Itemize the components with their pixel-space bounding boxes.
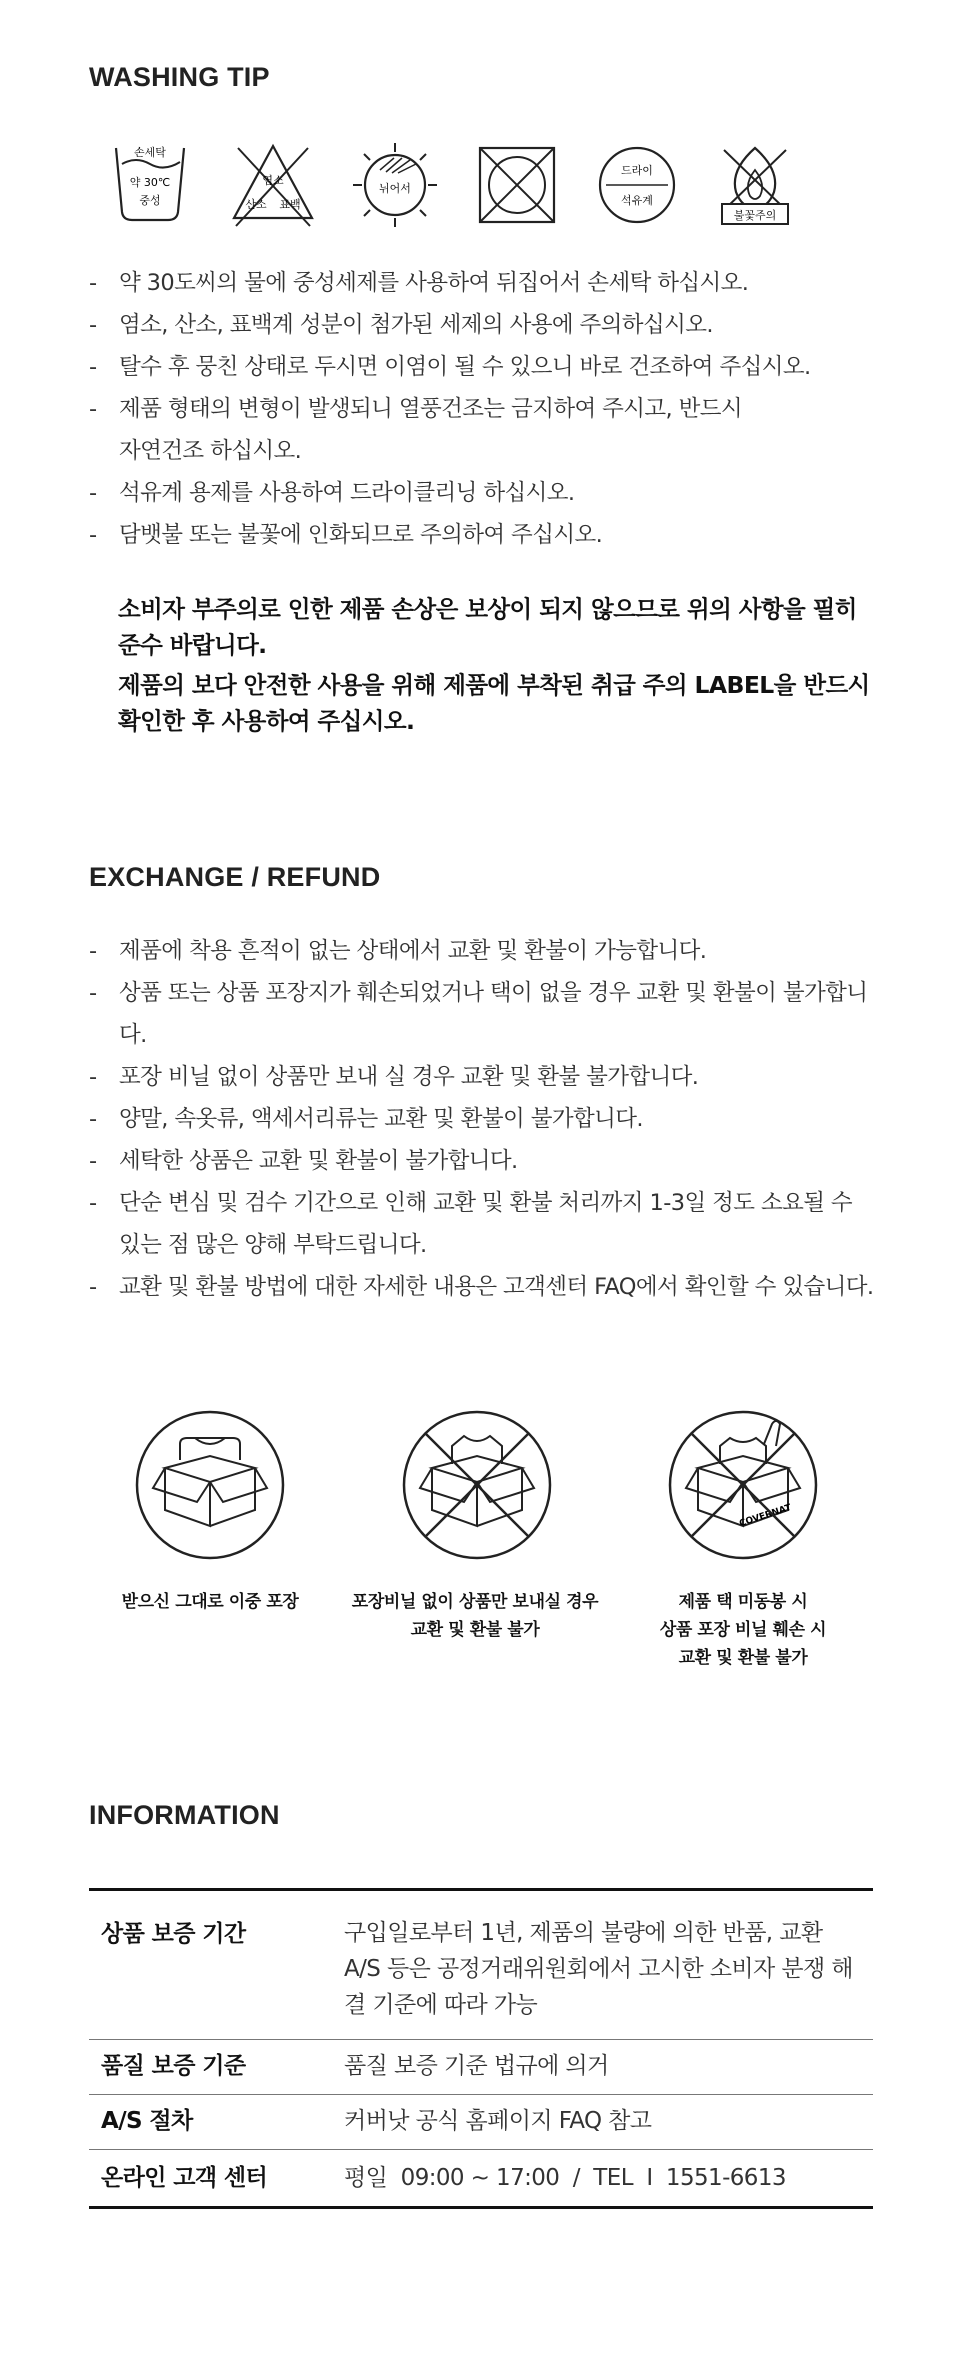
svg-text:표백: 표백 bbox=[279, 198, 301, 211]
notice-care-label: 제품의 보다 안전한 사용을 위해 제품에 부착된 취급 주의 LABEL을 반드시 확인한 후 사용하여 주십시오. bbox=[118, 671, 870, 735]
table-row bbox=[89, 2150, 873, 2208]
svg-text:산소: 산소 bbox=[245, 198, 267, 211]
washing-tip-title: WASHING TIP bbox=[89, 62, 270, 92]
svg-text:COVERNAT: COVERNAT bbox=[738, 1502, 793, 1530]
caption-no-tag: 제품 택 미동봉 시 상품 포장 비닐 훼손 시 교환 및 환불 불가 bbox=[659, 1592, 827, 1668]
svg-text:중성: 중성 bbox=[139, 194, 161, 207]
washing-tip-list bbox=[89, 262, 879, 556]
table-key: 품질 보증 기준 bbox=[89, 2040, 344, 2095]
no-tag-box-icon bbox=[668, 1410, 818, 1560]
svg-text:뉘어서: 뉘어서 bbox=[379, 182, 411, 195]
information-table bbox=[89, 1888, 873, 2209]
list-item: - 석유계 용제를 사용하여 드라이클리닝 하십시오. bbox=[89, 480, 575, 506]
table-key: 상품 보증 기간 bbox=[89, 1890, 344, 2040]
table-value: 구입일로부터 1년, 제품의 불량에 의한 반품, 교환 A/S 등은 공정거래위원회에서 고시한 소비자 분쟁 해결 기준에 따라 가능 bbox=[344, 1890, 873, 2040]
caption-double-pack: 받으신 그대로 이중 포장 bbox=[121, 1592, 299, 1612]
svg-text:드라이: 드라이 bbox=[621, 164, 653, 177]
list-item: - 담뱃불 또는 불꽃에 인화되므로 주의하여 주십시오. bbox=[89, 522, 603, 548]
list-item: - 약 30도씨의 물에 중성세제를 사용하여 뒤집어서 손세탁 하십시오. bbox=[89, 270, 749, 296]
dry-clean-icon bbox=[592, 140, 682, 230]
list-item: - 양말, 속옷류, 액세서리류는 교환 및 환불이 불가합니다. bbox=[89, 1106, 643, 1132]
notice-compensation: 소비자 부주의로 인한 제품 손상은 보상이 되지 않으므로 위의 사항을 필히 준수 바랍니다. bbox=[118, 595, 857, 659]
list-item: - 교환 및 환불 방법에 대한 자세한 내용은 고객센터 FAQ에서 확인할 수 있습니다. bbox=[89, 1274, 874, 1300]
table-value: 커버낫 공식 홈페이지 FAQ 참고 bbox=[344, 2095, 873, 2150]
list-item: - 포장 비닐 없이 상품만 보내 실 경우 교환 및 환불 불가합니다. bbox=[89, 1064, 699, 1090]
table-row bbox=[89, 1890, 873, 2040]
list-item: - 제품에 착용 흔적이 없는 상태에서 교환 및 환불이 가능합니다. bbox=[89, 938, 707, 964]
caption-no-vinyl: 포장비닐 없이 상품만 보내실 경우 교환 및 환불 불가 bbox=[351, 1592, 599, 1640]
fire-caution-icon bbox=[710, 140, 800, 230]
list-item: - 염소, 산소, 표백계 성분이 첨가된 세제의 사용에 주의하십시오. bbox=[89, 312, 713, 338]
table-key: A/S 절차 bbox=[89, 2095, 344, 2150]
no-vinyl-box-icon bbox=[402, 1410, 552, 1560]
table-row bbox=[89, 2095, 873, 2150]
list-item: - 탈수 후 뭉친 상태로 두시면 이염이 될 수 있으니 바로 건조하여 주십시오. bbox=[89, 354, 811, 380]
shade-dry-icon bbox=[350, 140, 440, 230]
information-title: INFORMATION bbox=[89, 1800, 280, 1830]
svg-text:석유계: 석유계 bbox=[621, 194, 653, 207]
table-key: 온라인 고객 센터 bbox=[101, 2165, 268, 2191]
no-tumble-dry-icon bbox=[472, 140, 562, 230]
svg-text:염소: 염소 bbox=[262, 174, 284, 187]
svg-text:손세탁: 손세탁 bbox=[134, 146, 166, 159]
svg-text:약 30℃: 약 30℃ bbox=[129, 176, 171, 189]
list-item: - 단순 변심 및 검수 기간으로 인해 교환 및 환불 처리까지 1-3일 정도 소요될 수 있는 점 많은 양해 부탁드립니다. bbox=[89, 1190, 853, 1258]
list-item: - 제품 형태의 변형이 발생되니 열풍건조는 금지하여 주시고, 반드시 자연건조 하십시오. bbox=[89, 396, 743, 464]
table-row bbox=[89, 2040, 873, 2095]
no-bleach-icon bbox=[228, 140, 318, 230]
list-item: - 상품 또는 상품 포장지가 훼손되었거나 택이 없을 경우 교환 및 환불이 불가합니다. bbox=[89, 980, 868, 1048]
table-value: 평일 09:00 ~ 17:00 / TEL I 1551-6613 bbox=[344, 2165, 786, 2191]
double-packed-box-icon bbox=[135, 1410, 285, 1560]
svg-text:불꽃주의: 불꽃주의 bbox=[733, 209, 777, 222]
hand-wash-icon bbox=[110, 140, 190, 230]
exchange-refund-title: EXCHANGE / REFUND bbox=[89, 862, 381, 892]
table-value: 품질 보증 기준 법규에 의거 bbox=[344, 2040, 873, 2095]
washing-symbols bbox=[110, 140, 810, 235]
exchange-refund-list bbox=[89, 930, 879, 1308]
list-item: - 세탁한 상품은 교환 및 환불이 불가합니다. bbox=[89, 1148, 518, 1174]
